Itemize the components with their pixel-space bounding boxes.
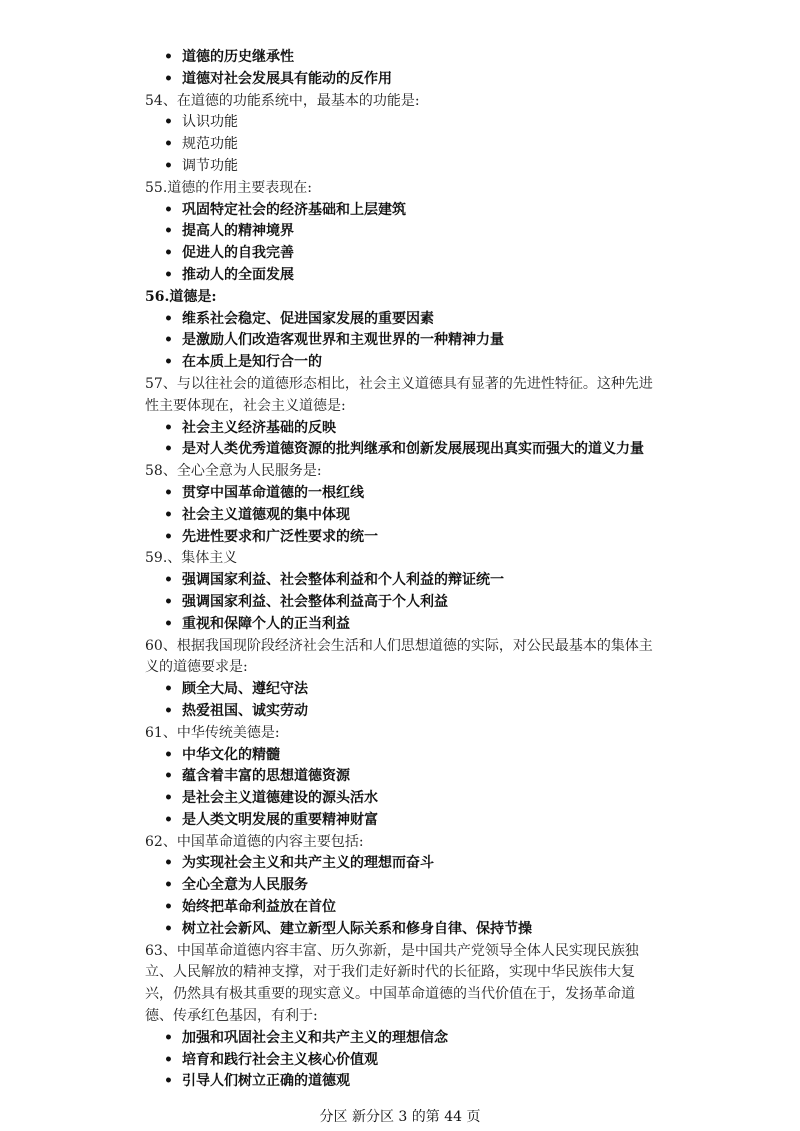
question-text: 57、与以往社会的道德形态相比，社会主义道德具有显著的先进性特征。这种先进性主要体现在，社会主义道德是: — [145, 375, 653, 414]
bullet-item — [145, 112, 660, 134]
bullet-icon: • — [164, 572, 173, 589]
bullet-item — [145, 69, 660, 91]
bullet-item — [145, 592, 660, 614]
bullet-icon: • — [164, 441, 173, 458]
bullet-text: 重视和保障个人的正当利益 — [182, 615, 350, 632]
bullet-text: 全心全意为人民服务 — [182, 877, 308, 894]
question-text: 62、中国革命道德的内容主要包括: — [145, 833, 364, 850]
bullet-item — [145, 788, 660, 810]
bullet-item — [145, 200, 660, 222]
bullet-item — [145, 810, 660, 832]
question-text: 59.、集体主义 — [145, 550, 238, 567]
question-text: 55.道德的作用主要表现在: — [145, 179, 312, 196]
bullet-text: 推动人的全面发展 — [182, 266, 294, 283]
bullet-text: 加强和巩固社会主义和共产主义的理想信念 — [182, 1029, 448, 1046]
bullet-icon: • — [164, 790, 173, 807]
bullet-item — [145, 221, 660, 243]
bullet-item — [145, 897, 660, 919]
question-text: 61、中华传统美德是: — [145, 724, 280, 741]
bullet-text: 认识功能 — [182, 114, 238, 131]
bullet-item — [145, 701, 660, 723]
bullet-item — [145, 483, 660, 505]
bullet-item — [145, 1071, 660, 1093]
bullet-item — [145, 875, 660, 897]
bullet-icon: • — [164, 266, 173, 283]
bullet-icon: • — [164, 920, 173, 937]
bullet-text: 社会主义道德观的集中体现 — [182, 506, 350, 523]
bullet-icon: • — [164, 681, 173, 698]
bullet-icon: • — [164, 855, 173, 872]
bullet-icon: • — [164, 245, 173, 262]
bullet-icon: • — [164, 615, 173, 632]
bullet-icon: • — [164, 811, 173, 828]
page-footer: 分区 新分区 3 的第 44 页 — [319, 1109, 481, 1125]
bullet-text: 培育和践行社会主义核心价值观 — [182, 1051, 378, 1068]
question-text: 56.道德是: — [145, 288, 217, 305]
bullet-text: 是激励人们改造客观世界和主观世界的一种精神力量 — [182, 332, 504, 349]
bullet-item — [145, 243, 660, 265]
bullet-item — [145, 156, 660, 178]
bullet-text: 顾全大局、遵纪守法 — [182, 681, 308, 698]
bullet-item — [145, 47, 660, 69]
bullet-text: 中华文化的精髓 — [182, 746, 280, 763]
bullet-item — [145, 265, 660, 287]
bullet-text: 道德的历史继承性 — [182, 49, 294, 65]
bullet-text: 引导人们树立正确的道德观 — [182, 1073, 350, 1090]
bullet-text: 是社会主义道德建设的源头活水 — [182, 790, 378, 807]
bullet-text: 道德对社会发展具有能动的反作用 — [182, 70, 392, 87]
bullet-icon: • — [164, 201, 173, 218]
bullet-item — [145, 439, 660, 461]
bullet-text: 促进人的自我完善 — [182, 245, 294, 262]
bullet-text: 提高人的精神境界 — [182, 223, 294, 240]
bullet-item — [145, 1028, 660, 1050]
bullet-icon: • — [164, 1073, 173, 1090]
bullet-icon: • — [164, 70, 173, 87]
bullet-icon: • — [164, 114, 173, 131]
bullet-icon: • — [164, 49, 173, 65]
bullet-icon: • — [164, 746, 173, 763]
bullet-item — [145, 134, 660, 156]
bullet-icon: • — [164, 768, 173, 785]
bullet-item — [145, 527, 660, 549]
bullet-icon: • — [164, 1029, 173, 1046]
bullet-text: 蕴含着丰富的思想道德资源 — [182, 768, 350, 785]
bullet-icon: • — [164, 1051, 173, 1068]
bullet-text: 巩固特定社会的经济基础和上层建筑 — [182, 201, 406, 218]
bullet-icon: • — [164, 702, 173, 719]
bullet-item — [145, 352, 660, 374]
bullet-icon: • — [164, 899, 173, 916]
bullet-text: 是对人类优秀道德资源的批判继承和创新发展展现出真实而强大的道义力量 — [182, 441, 644, 458]
question-text: 60、根据我国现阶段经济社会生活和人们思想道德的实际，对公民最基本的集体主义的道德要求是: — [145, 637, 653, 676]
bullet-icon: • — [164, 593, 173, 610]
bullet-text: 强调国家利益、社会整体利益和个人利益的辩证统一 — [182, 572, 504, 589]
bullet-icon: • — [164, 157, 173, 174]
bullet-text: 强调国家利益、社会整体利益高于个人利益 — [182, 593, 448, 610]
bullet-icon: • — [164, 136, 173, 153]
bullet-text: 先进性要求和广泛性要求的统一 — [182, 528, 378, 545]
bullet-item — [145, 330, 660, 352]
document-body — [145, 47, 660, 1093]
bullet-item — [145, 1050, 660, 1072]
bullet-item — [145, 570, 660, 592]
bullet-icon: • — [164, 528, 173, 545]
bullet-text: 调节功能 — [182, 157, 238, 174]
bullet-icon: • — [164, 419, 173, 436]
bullet-text: 是人类文明发展的重要精神财富 — [182, 811, 378, 828]
question-text: 54、在道德的功能系统中，最基本的功能是: — [145, 92, 420, 109]
bullet-icon: • — [164, 877, 173, 894]
question-text: 63、中国革命道德内容丰富、历久弥新，是中国共产党领导全体人民实现民族独立、人民解放的精神支撑，对于我们走好新时代的长征路，实现中华民族伟大复兴，仍然具有极其重要的现实意义。中国革命道德的当代价值在于，发扬革命道德、传承红色基因，有利于: — [145, 942, 639, 1025]
bullet-icon: • — [164, 310, 173, 327]
bullet-text: 规范功能 — [182, 136, 238, 153]
bullet-item — [145, 309, 660, 331]
bullet-text: 为实现社会主义和共产主义的理想而奋斗 — [182, 855, 434, 872]
bullet-text: 始终把革命利益放在首位 — [182, 899, 336, 916]
bullet-item — [145, 745, 660, 767]
bullet-item — [145, 418, 660, 440]
bullet-item — [145, 853, 660, 875]
bullet-item — [145, 679, 660, 701]
bullet-text: 热爱祖国、诚实劳动 — [182, 702, 308, 719]
bullet-text: 社会主义经济基础的反映 — [182, 419, 336, 436]
bullet-item — [145, 919, 660, 941]
bullet-text: 树立社会新风、建立新型人际关系和修身自律、保持节操 — [182, 920, 532, 937]
bullet-icon: • — [164, 332, 173, 349]
bullet-item — [145, 766, 660, 788]
bullet-icon: • — [164, 506, 173, 523]
bullet-icon: • — [164, 484, 173, 501]
bullet-text: 贯穿中国革命道德的一根红线 — [182, 484, 364, 501]
bullet-icon: • — [164, 223, 173, 240]
bullet-icon: • — [164, 354, 173, 371]
bullet-item — [145, 614, 660, 636]
question-text: 58、全心全意为人民服务是: — [145, 463, 322, 480]
bullet-text: 在本质上是知行合一的 — [182, 354, 322, 371]
bullet-text: 维系社会稳定、促进国家发展的重要因素 — [182, 310, 434, 327]
bullet-item — [145, 505, 660, 527]
